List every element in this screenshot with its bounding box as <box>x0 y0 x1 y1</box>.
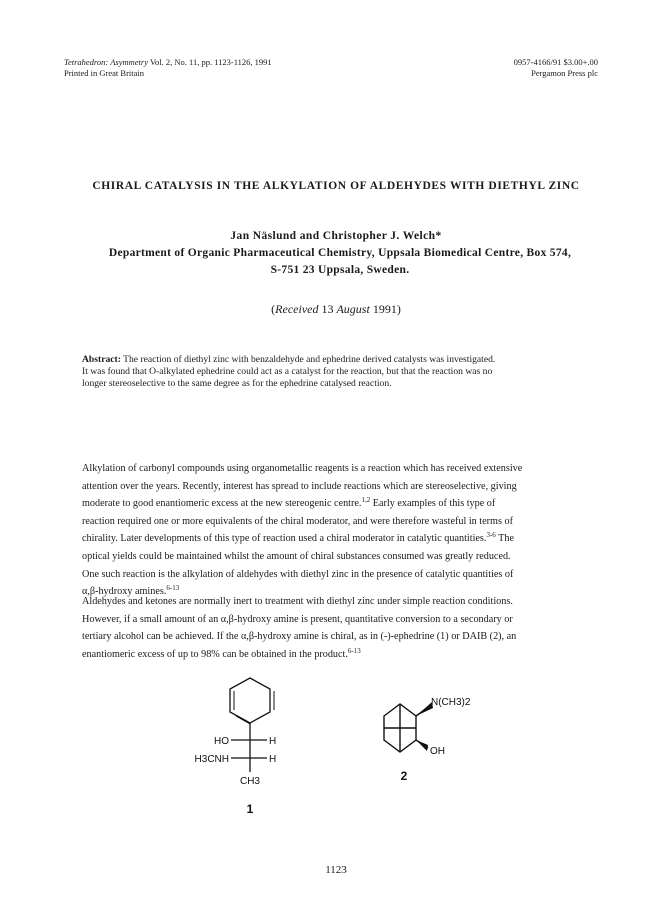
journal-citation <box>64 57 272 68</box>
compound-2-label: 2 <box>400 769 408 783</box>
affiliation-line-2: S-751 23 Uppsala, Sweden. <box>270 264 410 276</box>
page-number: 1123 <box>325 864 347 876</box>
citation-text: Vol. 2, No. 11, pp. 1123-1126, 1991 <box>149 57 272 67</box>
publisher: Pergamon Press plc <box>531 68 598 78</box>
para1-line-4: reaction required one or more equivalents of the chiral moderator, and were therefore wasteful in terms of <box>82 515 513 527</box>
dimethylamino-label: N(CH3)2 <box>431 697 471 708</box>
citation-ref: 1,2 <box>361 496 371 505</box>
received-day: 13 <box>321 302 334 316</box>
para1-line-3 <box>82 495 616 513</box>
abstract-line-1: The reaction of diethyl zinc with benzaldehyde and ephedrine derived catalysts was investigated. <box>123 354 496 365</box>
citation-ref: 6-13 <box>347 646 361 655</box>
abstract-heading: Abstract: <box>82 354 121 365</box>
printed-in: Printed in Great Britain <box>64 68 145 78</box>
running-header-right <box>514 57 598 79</box>
citation-ref: 3-6 <box>486 531 496 540</box>
body-paragraph-1 <box>82 460 616 601</box>
affiliation-line-1: Department of Organic Pharmaceutical Chemistry, Uppsala Biomedical Centre, Box 574, <box>108 247 572 259</box>
abstract-line-2: It was found that O-alkylated ephedrine could act as a catalyst for the reaction, but that the reaction was no <box>82 366 493 377</box>
para2-line-4 <box>82 646 616 664</box>
wedge-bond-oh <box>416 740 428 751</box>
received-year: 1991 <box>372 302 397 316</box>
para1-line-5 <box>82 530 616 548</box>
ho-label: HO <box>214 736 229 747</box>
running-header-left <box>64 57 272 79</box>
para1-line-3a: moderate to good enantiomeric excess at the new stereogenic centre. <box>82 498 362 510</box>
para1-line-2: attention over the years. Recently, interest has spread to include reactions which are stereoselective, giving <box>82 480 517 492</box>
para1-line-1: Alkylation of carbonyl compounds using organometallic reagents is a reaction which has received extensive <box>82 463 523 474</box>
para1-line-7: One such reaction is the alkylation of aldehydes with diethyl zinc in the presence of catalytic quantities of <box>82 568 514 580</box>
para2-line-2: However, if a small amount of an α,β-hydroxy amine is present, quantitative conversion to a secondary or <box>82 613 513 625</box>
citation-ref: 6-13 <box>166 584 180 593</box>
ch3-label: CH3 <box>239 776 261 787</box>
para2-line-1: Aldehydes and ketones are normally inert to treatment with diethyl zinc under simple reaction conditions. <box>82 596 513 607</box>
received-month: August <box>336 302 370 316</box>
para1-line-5a: chirality. Later developments of this type of reaction used a chiral moderator in catalytic quantities. <box>82 533 487 545</box>
para1-line-6: optical yields could be maintained whilst the amount of chiral substances consumed was greatly reduced. <box>82 550 511 562</box>
oh-label: OH <box>430 746 445 757</box>
body-paragraph-2 <box>82 593 616 663</box>
abstract <box>82 354 612 390</box>
abstract-line-3: longer stereoselective to the same degree as for the ephedrine catalysed reaction. <box>82 378 392 389</box>
para2-line-4a: enantiomeric excess of up to 98% can be obtained in the product. <box>82 648 348 660</box>
received-label: Received <box>275 302 319 316</box>
compound-1-label: 1 <box>246 802 254 816</box>
para1-line-8a: α,β-hydroxy amines. <box>82 586 167 598</box>
journal-name: Tetrahedron: Asymmetry <box>64 57 148 67</box>
para1-line-3b: Early examples of this type of <box>370 498 496 510</box>
affiliation <box>60 245 620 279</box>
h-label-1: H <box>269 736 277 747</box>
structure-2-daib <box>370 690 490 800</box>
paper-title: CHIRAL CATALYSIS IN THE ALKYLATION OF ALDEHYDES WITH DIETHYL ZINC <box>92 180 580 192</box>
h-label-2: H <box>269 754 277 765</box>
issn-price: 0957-4166/91 $3.00+.00 <box>513 57 598 67</box>
para2-line-3: tertiary alcohol can be achieved. If the α,β-hydroxy amine is chiral, as in (-)-ephedrine (1) or DAIB (2), an <box>82 631 517 643</box>
nh-label: H3CNH <box>194 754 229 765</box>
para1-line-5b: The <box>495 533 514 545</box>
structure-1-ephedrine <box>180 668 320 818</box>
received-date: (Received 13 August 1991) <box>271 302 401 316</box>
authors: Jan Näslund and Christopher J. Welch* <box>230 230 442 242</box>
